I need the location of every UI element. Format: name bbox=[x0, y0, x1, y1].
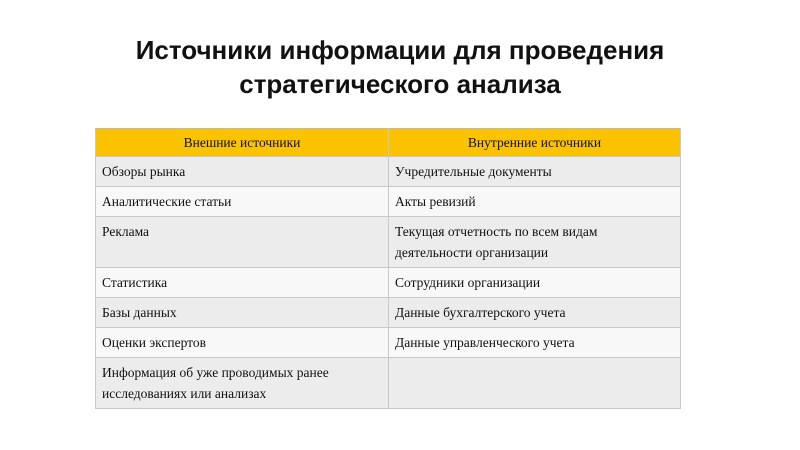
table-row bbox=[96, 328, 681, 358]
header-internal-sources: Внутренние источники bbox=[389, 129, 681, 157]
table-row bbox=[96, 268, 681, 298]
external-source-cell: Аналитические статьи bbox=[96, 187, 389, 217]
internal-source-cell: Сотрудники организации bbox=[389, 268, 681, 298]
external-source-cell: Статистика bbox=[96, 268, 389, 298]
external-source-cell: Информация об уже проводимых ранее исследованиях или анализах bbox=[96, 358, 389, 409]
internal-source-cell: Учредительные документы bbox=[389, 157, 681, 187]
table-row bbox=[96, 157, 681, 187]
internal-source-cell: Текущая отчетность по всем видам деятельности организации bbox=[389, 217, 681, 268]
table-header-row bbox=[96, 129, 681, 157]
page-title: Источники информации для проведения стратегического анализа bbox=[135, 35, 665, 99]
table-row bbox=[96, 358, 681, 409]
internal-source-cell: Данные управленческого учета bbox=[389, 328, 681, 358]
internal-source-cell: Акты ревизий bbox=[389, 187, 681, 217]
table-row bbox=[96, 187, 681, 217]
internal-source-cell bbox=[389, 358, 681, 409]
table-row bbox=[96, 217, 681, 268]
external-source-cell: Реклама bbox=[96, 217, 389, 268]
sources-table bbox=[95, 128, 681, 409]
header-external-sources: Внешние источники bbox=[96, 129, 389, 157]
sources-table-container bbox=[95, 128, 680, 409]
external-source-cell: Оценки экспертов bbox=[96, 328, 389, 358]
external-source-cell: Обзоры рынка bbox=[96, 157, 389, 187]
table-row bbox=[96, 298, 681, 328]
external-source-cell: Базы данных bbox=[96, 298, 389, 328]
internal-source-cell: Данные бухгалтерского учета bbox=[389, 298, 681, 328]
